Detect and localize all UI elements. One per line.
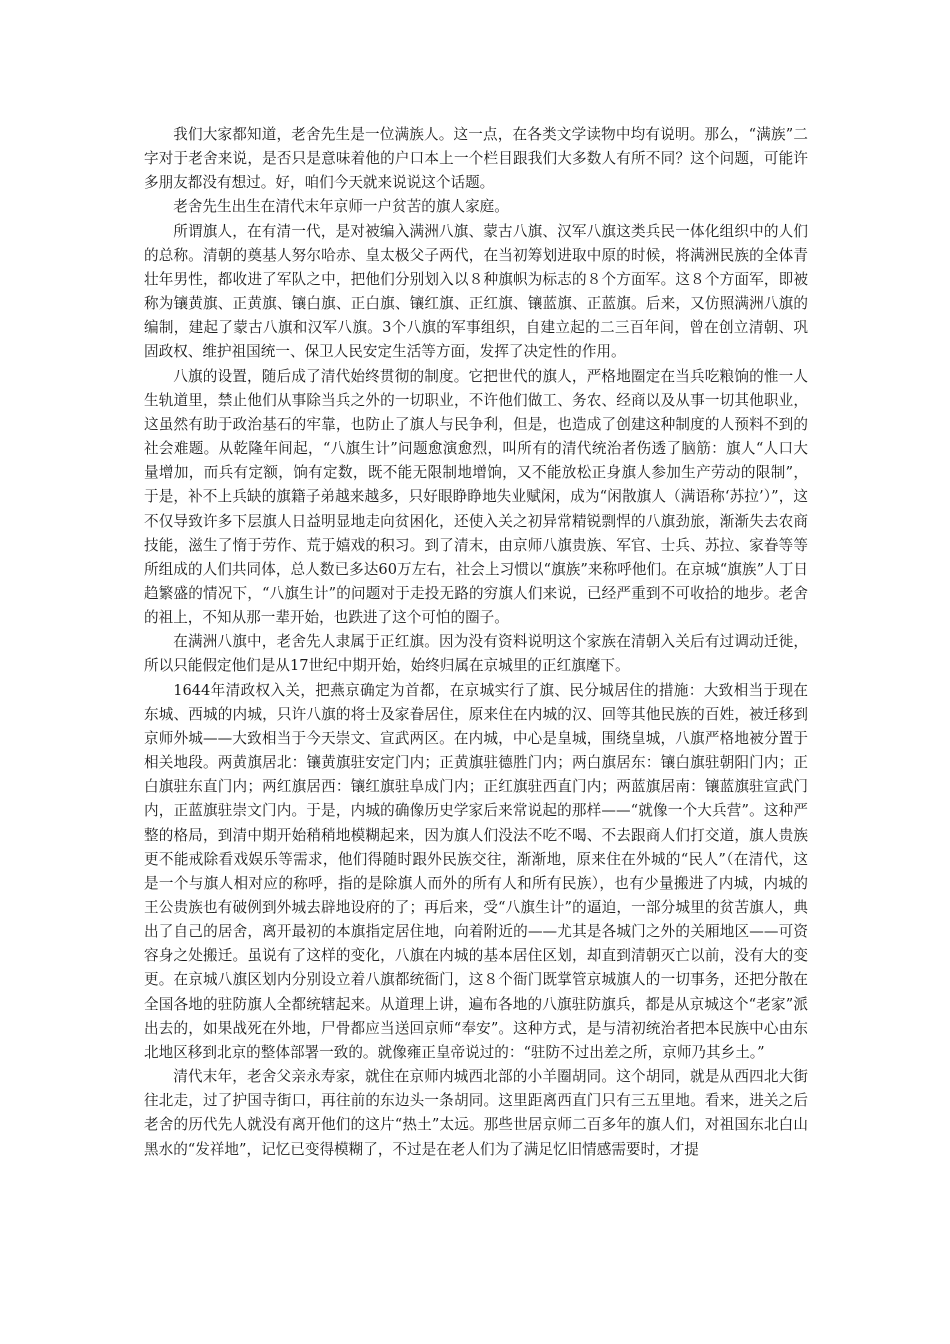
document-page	[144, 123, 808, 1162]
paragraph-birth: 老舍先生出生在清代末年京师一户贫苦的旗人家庭。	[173, 198, 509, 216]
paragraph-1644-residence: 1644年清政权入关，把燕京确定为首都，在京城实行了旗、民分城居住的措施：大致相当于现在东城、西城的内城，只许八旗的将士及家眷居住，原来住在内城的汉、回等其他民族的百姓，被迁移到京师外城——大致相当于今天崇文、宣武两区。在内城，中心是皇城，围绕皇城，八旗严格地被分置于相关地段。两黄旗居北：镶黄旗驻安定门内；正黄旗驻德胜门内；两白旗居东：镶白旗驻朝阳门内；正白旗驻东直门内；两红旗居西：镶红旗驻阜成门内；正红旗驻西直门内；两蓝旗居南：镶蓝旗驻宣武门内，正蓝旗驻崇文门内。于是，内城的确像历史学家后来常说起的那样——“就像一个大兵营”。这种严整的格局，到清中期开始稍稍地模糊起来，因为旗人们没法不吃不喝、不去跟商人们打交道，旗人贵族更不能戒除看戏娱乐等需求，他们得随时跟外民族交往，渐渐地，原来住在外城的“民人”（在清代，这是一个与旗人相对应的称呼，指的是除旗人而外的所有人和所有民族），也有少量搬进了内城，内城的王公贵族也有破例到外城去辟地设府的了；再后来，受“八旗生计”的逼迫，一部分城里的贫苦旗人，典出了自己的居舍，离开最初的本旗指定居住地，向着附近的——尤其是各城门之外的关厢地区——可资容身之处搬迁。虽说有了这样的变化，八旗在内城的基本居住区划，却直到清朝灭亡以前，没有大的变更。在京城八旗区划内分别设立着八旗都统衙门，这８个衙门既掌管京城旗人的一切事务，还把分散在全国各地的驻防旗人全都统辖起来。从道理上讲，遍布各地的八旗驻防旗兵，都是从京城这个“老家”派出去的，如果战死在外地，尸骨都应当送回京师“奉安”。这种方式，是与清初统治者把本民族中心由东北地区移到北京的整体部署一致的。就像雍正皇帝说过的：“驻防不过出差之所，京师乃其乡土。”	[144, 681, 808, 1061]
paragraph-bannermen-definition: 所谓旗人，在有清一代，是对被编入满洲八旗、蒙古八旗、汉军八旗这类兵民一体化组织中的人们的总称。清朝的奠基人努尔哈赤、皇太极父子两代，在当初筹划进取中原的时候，将满洲民族的全体青壮年男性，都收进了军队之中，把他们分别划入以８种旗帜为标志的８个方面军。这８个方面军，即被称为镶黄旗、正黄旗、镶白旗、正白旗、镶红旗、正红旗、镶蓝旗、正蓝旗。后来，又仿照满洲八旗的编制，建起了蒙古八旗和汉军八旗。3个八旗的军事组织，自建立起的二三百年间，曾在创立清朝、巩固政权、维护祖国统一、保卫人民安定生活等方面，发挥了决定性的作用。	[144, 222, 808, 361]
paragraph-intro: 我们大家都知道，老舍先生是一位满族人。这一点，在各类文学读物中均有说明。那么，“满族”二字对于老舍来说，是否只是意味着他的户口本上一个栏目跟我们大多数人有所不同？这个问题，可能许多朋友都没有想过。好，咱们今天就来说说这个话题。	[144, 126, 808, 192]
paragraph-plain-red-banner: 在满洲八旗中，老舍先人隶属于正红旗。因为没有资料说明这个家族在清朝入关后有过调动迁徙，所以只能假定他们是从17世纪中期开始，始终归属在京城里的正红旗麾下。	[144, 633, 808, 675]
paragraph-xiaoyangquan-hutong: 清代末年，老舍父亲永寿家，就住在京师内城西北部的小羊圈胡同。这个胡同，就是从西四北大街往北走，过了护国寺街口，再往前的东边头一条胡同。这里距离西直门只有三五里地。看来，进关之后老舍的历代先人就没有离开他们的这片“热土”太远。那些世居京师二百多年的旗人们，对祖国东北白山黑水的“发祥地”，记忆已变得模糊了，不过是在老人们为了满足忆旧情感需要时，才提	[144, 1068, 808, 1158]
paragraph-eight-banners-system: 八旗的设置，随后成了清代始终贯彻的制度。它把世代的旗人，严格地圈定在当兵吃粮饷的惟一人生轨道里，禁止他们从事除当兵之外的一切职业，不许他们做工、务农、经商以及从事一切其他职业，这虽然有助于政治基石的牢靠，也防止了旗人与民争利，但是，也造成了创建这种制度的人预料不到的社会难题。从乾隆年间起，“八旗生计”问题愈演愈烈，叫所有的清代统治者伤透了脑筋：旗人“人口大量增加，而兵有定额，饷有定数，既不能无限制地增饷，又不能放松正身旗人参加生产劳动的限制”，于是，补不上兵缺的旗籍子弟越来越多，只好眼睁睁地失业赋闲，成为“闲散旗人（满语称‘苏拉’）”，这不仅导致许多下层旗人日益明显地走向贫困化，还使入关之初异常精锐剽悍的八旗劲旅，渐渐失去农商技能，滋生了惰于劳作、荒于嬉戏的积习。到了清末，由京师八旗贵族、军官、士兵、苏拉、家眷等等所组成的人们共同体，总人数已多达60万左右，社会上习惯以“旗族”来称呼他们。在京城“旗族”人丁日趋繁盛的情况下，“八旗生计”的问题对于走投无路的穷旗人们来说，已经严重到不可收拾的地步。老舍的祖上，不知从那一辈开始，也跌进了这个可怕的圈子。	[144, 367, 808, 627]
